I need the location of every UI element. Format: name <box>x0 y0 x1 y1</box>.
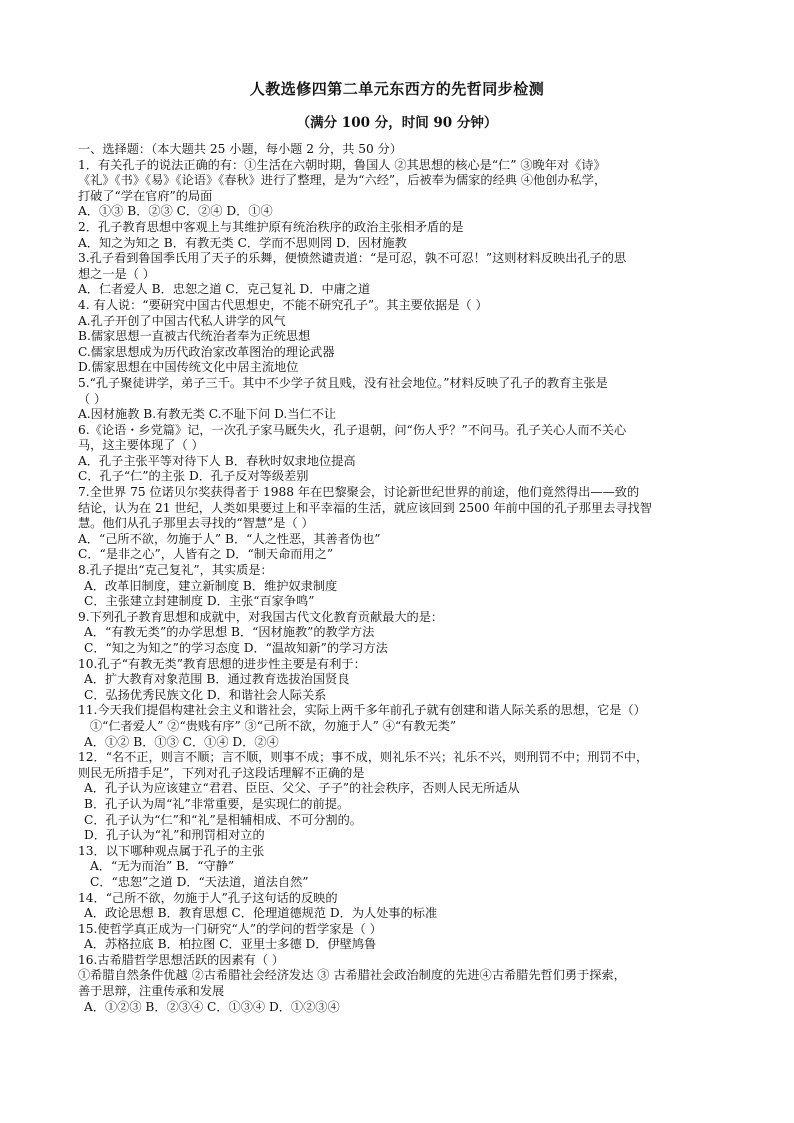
question-14-options: A．政论思想 B．教育思想 C．伦理道德规范 D．为人处事的标准 <box>84 906 438 921</box>
question-7-options-ab: A．“己所不欲，勿施于人” B．“人之性恶，其善者伪也” <box>78 531 381 546</box>
question-7-stem-cont: 结论，认为在 21 世纪，人类如果要过上和平幸福的生活，就应该回到 2500 年前中国的孔子那里去寻找智 <box>78 500 652 515</box>
question-12-option-c: C．孔子认为“仁”和“礼”是相辅相成、不可分割的。 <box>84 812 362 827</box>
question-7-stem: 7.全世界 75 位诺贝尔奖获得者于 1988 年在巴黎聚会，讨论新世纪世界的前途，他们竟然得出——致的 <box>78 485 640 500</box>
question-3-options: A．仁者爱人 B．忠恕之道 C．克己复礼 D．中庸之道 <box>78 282 371 297</box>
question-13-stem: 13．以下哪种观点属于孔子的主张 <box>78 843 265 858</box>
question-4-option-a: A.孔子开创了中国古代私人讲学的风气 <box>78 313 286 328</box>
section-heading: 一、选择题：（本大题共 25 小题，每小题 2 分，共 50 分） <box>78 142 403 156</box>
question-8-options-cd: C．主张建立封建制度 D．主张“百家争鸣” <box>84 594 315 609</box>
question-13-options-cd: C．“忠恕”之道 D．“天法道，道法自然” <box>90 874 309 889</box>
question-11-statements: ①“仁者爱人” ②“贵贱有序” ③“己所不欲，勿施于人” ④“有教无类” <box>90 718 457 733</box>
question-4-option-d: D.儒家思想在中国传统文化中居主流地位 <box>78 360 299 375</box>
question-1-stem-cont: 《礼》《书》《易》《论语》《春秋》进行了整理，是为“六经”，后被奉为儒家的经典 ④他创办私学， <box>78 173 607 188</box>
question-14-stem: 14．“己所不欲，勿施于人”孔子这句话的反映的 <box>78 890 338 905</box>
question-5-options: A.因材施教 B.有教无类 C.不耻下问 D.当仁不让 <box>78 407 337 422</box>
question-7-stem-cont: 慧。他们从孔子那里去寻找的“智慧”是（ ） <box>78 516 314 531</box>
question-1-stem: 1．有关孔子的说法正确的有：①生活在六朝时期，鲁国人 ②其思想的核心是“仁” ③晚年对《诗》 <box>78 157 606 172</box>
page-subtitle: （满分 100 分，时间 90 分钟） <box>296 115 498 131</box>
page-title: 人教选修四第二单元东西方的先哲同步检测 <box>249 80 545 98</box>
question-6-stem-cont: 马，这主要体现了（ ） <box>78 438 204 453</box>
question-15-stem: 15.使哲学真正成为一门研究“人”的学问的哲学家是（ ） <box>78 921 382 936</box>
question-10-options-ab: A．扩大教育对象范围 B．通过教育选拔治国贤良 <box>84 672 350 687</box>
question-11-options: A．①② B．①③ C．①④ D．②④ <box>84 734 279 749</box>
question-16-options: A．①②③ B．②③④ C．①③④ D．①②③④ <box>84 999 340 1014</box>
question-6-options-cd: C．孔子“仁”的主张 D．孔子反对等级差别 <box>78 469 309 484</box>
question-2-stem: 2．孔子教育思想中客观上与其维护原有统治秩序的政治主张相矛盾的是 <box>78 219 464 234</box>
question-12-option-a: A．孔子认为应该建立“君君、臣臣、父父、子子”的社会秩序，否则人民无所适从 <box>84 781 520 796</box>
question-9-stem: 9.下列孔子教育思想和成就中，对我国古代文化教育贡献最大的是： <box>78 609 444 624</box>
question-11-stem: 11.今天我们提倡构建社会主义和谐社会，实际上两千多年前孔子就有创建和谐人际关系的思想，它是（） <box>78 703 646 718</box>
question-4-stem: 4. 有人说：“要研究中国古代思想史，不能不研究孔子”。其主要依据是（ ） <box>78 297 488 312</box>
question-10-stem: 10.孔子“有教无类”教育思想的进步性主要是有利于： <box>78 656 366 671</box>
question-5-stem: 5.“孔子聚徒讲学，弟子三千。其中不少学子贫且贱，没有社会地位。”材料反映了孔子的教育主张是 <box>78 375 608 390</box>
question-13-options-ab: A．“无为而治” B．“守静” <box>90 859 235 874</box>
question-3-stem: 3.孔子看到鲁国季氏用了天子的乐舞，便愤然谴责道：“是可忍，孰不可忍！”这则材料反映出孔子的思 <box>78 251 627 266</box>
question-6-options-ab: A．孔子主张平等对待下人 B．春秋时奴隶地位提高 <box>78 453 356 468</box>
question-1-stem-cont: 打破了“学在官府”的局面 <box>78 188 213 203</box>
question-1-options: A．①③ B．②③ C．②④ D．①④ <box>78 204 273 219</box>
question-16-statements: ①希腊自然条件优越 ②古希腊社会经济发达 ③ 古希腊社会政治制度的先进④古希腊先哲们勇于探索， <box>78 968 626 983</box>
question-3-stem-cont: 想之一是（ ） <box>78 266 155 281</box>
question-7-options-cd: C．“是非之心”，人皆有之 D．“制天命而用之” <box>78 547 334 562</box>
question-15-options: A．苏格拉底 B．柏拉图 C．亚里士多德 D．伊壁鸠鲁 <box>84 937 377 952</box>
question-5-stem-cont: （ ） <box>78 391 107 406</box>
question-10-options-cd: C．弘扬优秀民族文化 D．和谐社会人际关系 <box>84 687 327 702</box>
question-12-option-d: D．孔子认为“礼”和刑罚相对立的 <box>84 828 265 843</box>
question-9-options-ab: A．“有教无类”的办学思想 B．“因材施教”的教学方法 <box>84 625 375 640</box>
question-4-option-b: B.儒家思想一直被古代统治者奉为正统思想 <box>78 329 311 344</box>
question-16-stem: 16.古希腊哲学思想活跃的因素有（ ） <box>78 952 285 967</box>
question-12-option-b: B．孔子认为周“礼”非常重要，是实现仁的前提。 <box>84 796 350 811</box>
question-8-options-ab: A．改革旧制度，建立新制度 B．维护奴隶制度 <box>84 578 338 593</box>
question-12-stem-cont: 则民无所措手足”，下列对孔子这段话理解不正确的是 <box>78 765 365 780</box>
question-9-options-cd: C．“知之为知之”的学习态度 D．“温故知新”的学习方法 <box>84 641 388 655</box>
question-6-stem: 6.《论语・乡党篇》记，一次孔子家马厩失火，孔子退朝，问“伤人乎？”不问马。孔子关心人而不关心 <box>78 422 627 437</box>
question-2-options: A．知之为知之 B．有教无类 C．学而不思则罔 D．因材施教 <box>78 235 407 250</box>
question-12-stem: 12．“名不正，则言不顺；言不顺，则事不成；事不成，则礼乐不兴；礼乐不兴，则刑罚不中；刑罚不中， <box>78 750 649 765</box>
question-body <box>78 142 718 1015</box>
question-16-statements-cont: 善于思辩，注重传承和发展 <box>78 984 225 999</box>
question-4-option-c: C.儒家思想成为历代政治家改革图治的理论武器 <box>78 344 335 359</box>
question-8-stem: 8.孔子提出“克己复礼”，其实质是： <box>78 563 273 578</box>
